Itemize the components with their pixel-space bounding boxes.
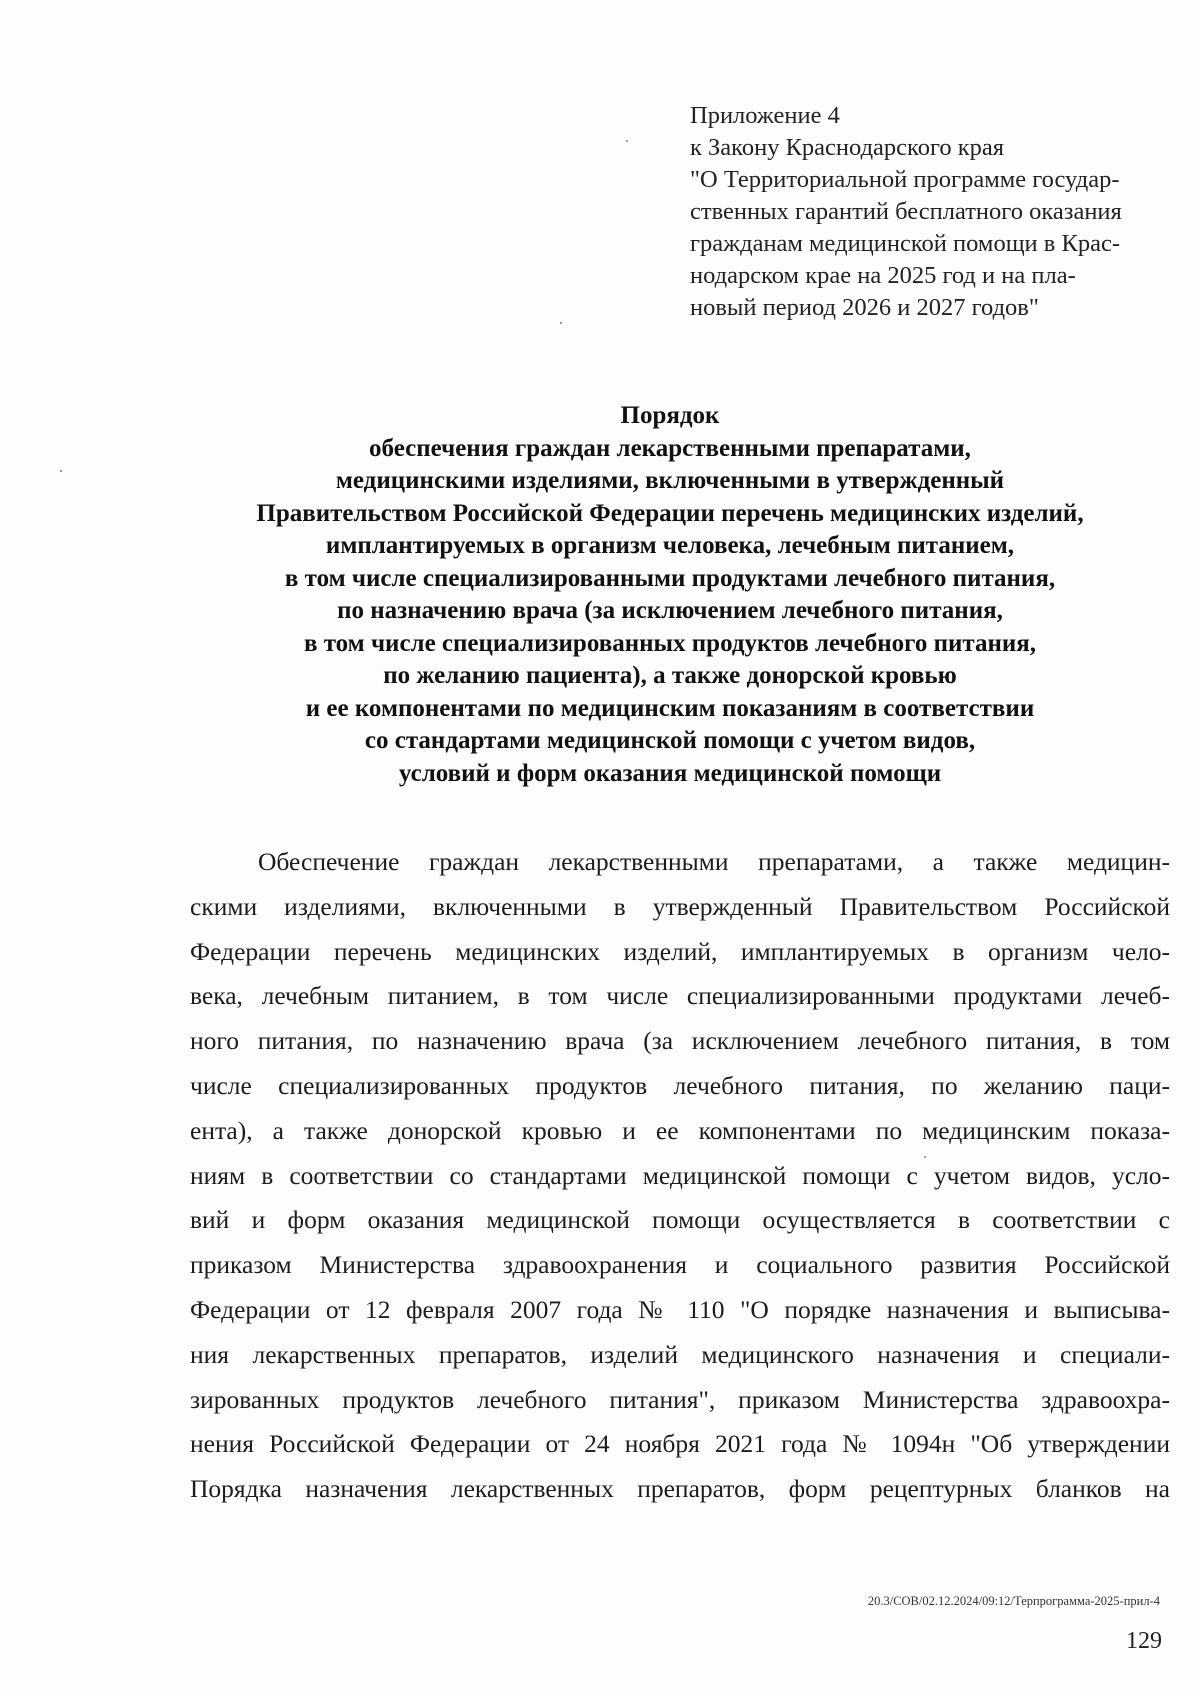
body-line: ния лекарственных препаратов, изделий медицинского назначения и специали- [190, 1339, 1170, 1369]
body-line: вий и форм оказания медицинской помощи осуществляется в соответствии с [190, 1205, 1170, 1235]
scan-speck [60, 470, 62, 472]
page-number: 129 [1126, 1628, 1162, 1654]
title-line: медицинскими изделиями, включенными в утвержденный [335, 467, 1005, 494]
title-line: имплантируемых в организм человека, лечебным питанием, [325, 532, 1015, 559]
title-line: со стандартами медицинской помощи с учетом видов, [364, 727, 976, 754]
body-line: нения Российской Федерации от 24 ноября 2021 года № 1094н "Об утверждении [190, 1429, 1170, 1459]
appendix-line: "О Территориальной программе государ- [690, 166, 1120, 193]
scan-speck [560, 322, 562, 324]
title-line: условий и форм оказания медицинской помощи [398, 759, 942, 787]
appendix-line: к Закону Краснодарского края [690, 134, 1005, 161]
body-line: ента), а также донорской кровью и ее компонентами по медицинским показа- [190, 1115, 1170, 1145]
document-title [150, 400, 1190, 790]
body-line: числе специализированных продуктов лечебного питания, по желанию паци- [190, 1070, 1170, 1100]
scan-speck [626, 140, 628, 142]
body-line: Порядка назначения лекарственных препаратов, форм рецептурных бланков на [190, 1474, 1170, 1504]
appendix-line: гражданам медицинской помощи в Крас- [690, 230, 1120, 257]
title-line: в том числе специализированными продуктами лечебного питания, [284, 564, 1056, 592]
document-reference: 20.3/СОВ/02.12.2024/09:12/Терпрограмма-2025-прил-4 [867, 1594, 1160, 1608]
title-line: обеспечения граждан лекарственными препаратами, [369, 434, 971, 462]
title-line: и ее компонентами по медицинским показаниям в соответствии [305, 694, 1035, 722]
appendix-line: новый период 2026 и 2027 годов" [690, 294, 1039, 321]
scan-speck [924, 1156, 926, 1158]
body-line: ного питания, по назначению врача (за исключением лечебного питания, в том [190, 1026, 1170, 1056]
title-line: Порядок [620, 402, 720, 429]
body-paragraph [190, 840, 1170, 1512]
body-line: Федерации перечень медицинских изделий, имплантируемых в организм чело- [190, 936, 1170, 966]
body-line: века, лечебным питанием, в том числе специализированными продуктами лечеб- [190, 981, 1170, 1011]
appendix-line: Приложение 4 [690, 102, 840, 129]
title-line: по назначению врача (за исключением лечебного питания, [337, 597, 1003, 624]
title-line: по желанию пациента), а также донорской кровью [383, 662, 957, 689]
body-line: скими изделиями, включенными в утвержденный Правительством Российской [190, 891, 1170, 921]
appendix-header [690, 100, 1170, 324]
title-line: в том числе специализированных продуктов лечебного питания, [303, 629, 1037, 657]
appendix-line: нодарском крае на 2025 год и на пла- [690, 262, 1076, 289]
body-line: зированных продуктов лечебного питания", приказом Министерства здравоохра- [190, 1384, 1170, 1414]
body-line: Обеспечение граждан лекарственными препаратами, а также медицин- [258, 847, 1170, 876]
appendix-line: ственных гарантий бесплатного оказания [690, 198, 1122, 225]
body-line: Федерации от 12 февраля 2007 года № 110 "О порядке назначения и выписыва- [190, 1294, 1170, 1324]
body-line: ниям в соответствии со стандартами медицинской помощи с учетом видов, усло- [190, 1160, 1170, 1190]
body-line: приказом Министерства здравоохранения и социального развития Российской [190, 1250, 1170, 1280]
title-line: Правительством Российской Федерации перечень медицинских изделий, [256, 499, 1084, 527]
